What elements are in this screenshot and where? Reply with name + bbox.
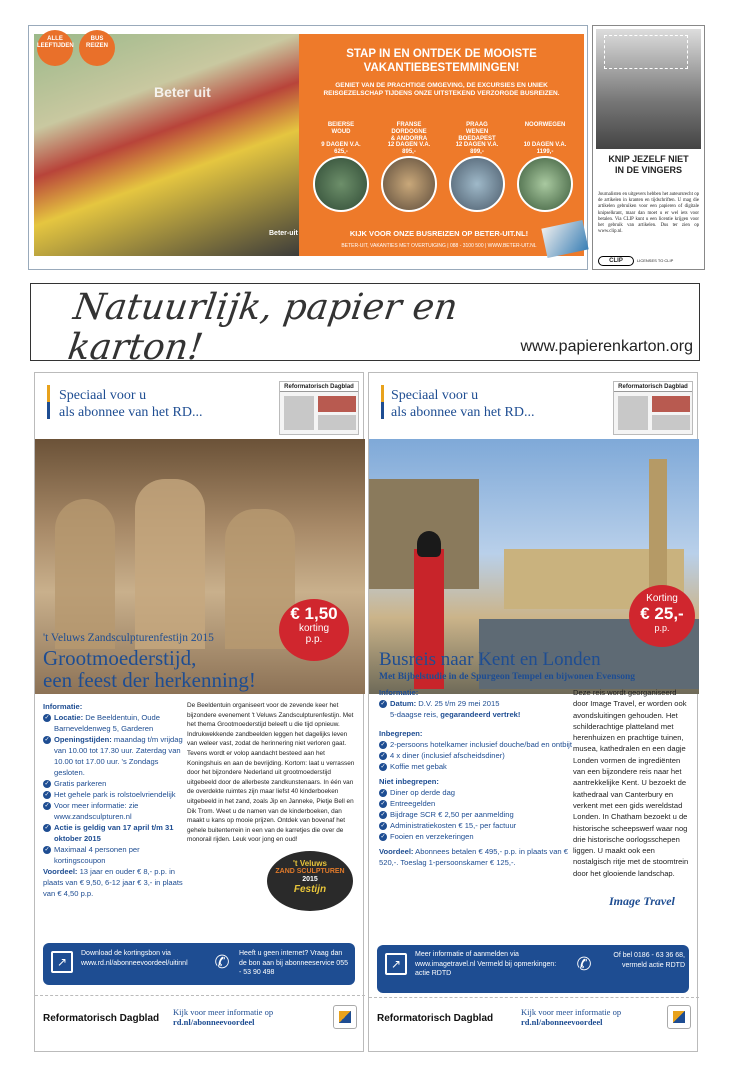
dest-photo: [381, 156, 437, 212]
accent-bar: [47, 385, 50, 419]
brochure-image: [541, 220, 588, 258]
travel-headline-2: VAKANTIEBESTEMMINGEN!: [363, 62, 520, 74]
bus-photo: [34, 34, 304, 256]
check-icon: ✓: [44, 737, 50, 743]
travel-footer: BETER-UIT, VAKANTIES MET OVERTUIGING | 088 - 3100 500 | WWW.BETER-UIT.NL: [341, 243, 537, 249]
list-item: ✓ Actie is geldig van 17 april t/m 31 oktober 2015: [44, 823, 174, 843]
clip-logo-sub: LICENSES TO CLIP: [637, 258, 674, 263]
dest-name: DORDOGNE: [391, 129, 427, 135]
travel-sub-2: REISGEZELSCHAP TIJDENS ONZE UITSTEKEND VERZORGDE BUSREIZEN.: [323, 90, 560, 97]
travel-ad: [28, 25, 588, 270]
dest-name: FRANSE: [396, 122, 422, 128]
excl-label: Niet inbegrepen:: [379, 777, 439, 786]
dest-price: 1199,-: [536, 149, 554, 155]
dest-name: BEIERSE: [327, 122, 355, 128]
beter-uit-logo: Beter-uit: [269, 230, 298, 237]
list-item: ✓ Datum: D.V. 25 t/m 29 mei 2015: [380, 699, 500, 708]
dest-name: WENEN: [465, 129, 489, 135]
check-icon: ✓: [380, 812, 386, 818]
check-icon: ✓: [380, 823, 386, 829]
photo-bus-text: Beter uit: [154, 84, 211, 100]
clip-photo: [596, 29, 701, 149]
rd-logo-icon: [667, 1005, 691, 1029]
travel-cta[interactable]: KIJK VOOR ONZE BUSREIZEN OP BETER-UIT.NL!: [349, 229, 529, 238]
footer-link-2[interactable]: rd.nl/abonneevoordeel: [173, 1017, 255, 1027]
papier-karton-banner: [30, 283, 700, 368]
check-icon: ✓: [44, 847, 50, 853]
event-title-2: een feest der herkenning!: [43, 668, 256, 692]
computer-icon: ↗: [51, 951, 73, 973]
image-travel-logo: Image Travel: [609, 894, 675, 908]
dest-days: 10 DAGEN V.A.: [523, 142, 567, 148]
dest-days: 9 DAGEN V.A.: [321, 142, 361, 148]
list-item: ✓ 2-persoons hotelkamer inclusief douche/bad en ontbijt: [380, 740, 572, 749]
clip-title-1: KNIP JEZELF NIET: [608, 154, 689, 164]
newspaper-thumbnail: [613, 381, 693, 435]
destination-card[interactable]: [447, 122, 507, 212]
travel-orange-panel: [269, 34, 584, 256]
rd-ad-zandsculpturen: [34, 372, 364, 1052]
info-box: [377, 945, 689, 993]
divider: [369, 997, 699, 998]
download-text[interactable]: Download de kortingsbon via www.rd.nl/abonneevoordeel/uitinnl: [81, 950, 188, 967]
check-icon: ✓: [44, 781, 50, 787]
list-item: ✓ Gratis parkeren: [44, 779, 107, 788]
info-label: Informatie:: [43, 702, 83, 711]
info-label: Informatie:: [379, 688, 419, 697]
clip-notice: [592, 25, 705, 270]
event-body: De Beeldentuin organiseert voor de zevende keer het bijzondere evenement 't Veluws Zandsculpturenfestijn. Met het thema Grootmoederstijd beleeft u die tijd opnieuw. Indrukwekkende zandbeelden leggen het dagelijks leven van weleer vast, zodat de herinnering niet verloren gaat. Tevens wordt er volop aandacht besteed aan het Koningshuis en aan de bevrijding. Kortom: laat u verrassen door het bijzondere Nederland uit grootmoederstijd uitgebeeld door de allerbeste zandkunstenaars. In één van de overdekte ruimtes zijn maar liefst 40 kinderboeken uitgebeeld in het zand, zoals Jip en Janneke, Pietje Bell en Dik Trom. Weet u de namen van de kinderboeken, dan maakt u kans op mooie prijzen. Ontdek van bovenaf het gehele buitenterrein in een van de karretjes die over de monorail rijden. Leuk voor jong en oud!: [187, 702, 355, 844]
list-item: ✓ Locatie: De Beeldentuin, Oude Barneveldenweg 5, Garderen: [44, 713, 160, 733]
event-kicker: 't Veluws Zandsculpturenfestijn 2015: [43, 632, 214, 644]
dest-days: 12 DAGEN V.A.: [387, 142, 431, 148]
discount-amount: € 25,-: [640, 604, 684, 623]
destination-card[interactable]: [379, 122, 439, 212]
list-item: ✓ Openingstijden: maandag t/m vrijdag van 10.00 tot 17.30 uur. Zaterdag van 10.00 tot 17.00 uur. 's Zondags gesloten.: [44, 735, 183, 777]
rd-brand: Reformatorisch Dagblad: [43, 1013, 160, 1024]
trip-title: Busreis naar Kent en Londen: [379, 649, 601, 670]
clip-logo: CLIP: [598, 256, 634, 266]
phone-icon: ✆: [214, 952, 230, 972]
travel-headline-1: STAP IN EN ONTDEK DE MOOISTE: [346, 48, 537, 60]
info-box: [43, 943, 355, 985]
check-icon: ✓: [380, 742, 386, 748]
trip-body: Deze reis wordt georganiseerd door Image Travel, er worden ook avondsluitingen gehouden. Het schilderachtige platteland met herenhuizen en prachtige tuinen, musea, kathedralen en een dagje Londen vormen de ingrediënten van een bijzondere reis naar het aantrekkelijke Kent. U bezoekt de kathedraal van Canterbury en verkent met een gids wereldstad Londen. In Chatham bezoekt u de historische scheepswerf waar nog drie historische oorlogsschepen liggen. U maakt ook een nostalgisch ritje met de stoomtrein door het glooiende landschap.: [573, 688, 689, 878]
list-item: ✓ Entreegelden: [380, 799, 436, 808]
register-text[interactable]: Meer informatie of aanmelden via www.imagetravel.nl Vermeld bij opmerkingen: actie RDTD: [415, 951, 557, 977]
discount-badge: [629, 585, 695, 647]
dest-name: WOUD: [331, 129, 351, 135]
papier-url[interactable]: www.papierenkarton.org: [520, 338, 693, 355]
dest-name: NOORWEGEN: [524, 122, 566, 128]
dest-photo: [517, 156, 573, 212]
list-item: ✓ Diner op derde dag: [380, 788, 456, 797]
clip-title-2: IN DE VINGERS: [614, 165, 682, 175]
list-item: ✓ Het gehele park is rolstoelvriendelijk: [44, 790, 176, 799]
newspaper-thumbnail: [279, 381, 359, 435]
dest-name: PRAAG: [466, 122, 488, 128]
check-icon: ✓: [44, 715, 50, 721]
list-item: ✓ Administratiekosten € 15,- per factuur: [380, 821, 517, 830]
special-line-2: als abonnee van het RD...: [59, 405, 203, 420]
dest-photo: [313, 156, 369, 212]
footer-link-1: Kijk voor meer informatie op: [521, 1007, 622, 1017]
check-icon: ✓: [380, 701, 386, 707]
special-line-2: als abonnee van het RD...: [391, 405, 535, 420]
dest-name: BOEDAPEST: [458, 136, 496, 142]
footer-link-1: Kijk voor meer informatie op: [173, 1007, 274, 1017]
computer-icon: ↗: [385, 953, 407, 975]
discount-top: Korting: [646, 593, 678, 604]
dest-name: & ANDORRA: [390, 136, 428, 142]
badge-bus-trips: BUS REIZEN: [79, 30, 115, 66]
list-item: ✓ Fooien en verzekeringen: [380, 832, 474, 841]
discount-amount: € 1,50: [290, 604, 338, 623]
footer-link-2[interactable]: rd.nl/abonneevoordeel: [521, 1017, 603, 1027]
voordeel: Voordeel: Abonnees betalen € 495,- p.p. in plaats van € 520,-. Toeslag 1-persoonskamer € 125,-.: [379, 847, 568, 867]
check-icon: ✓: [380, 764, 386, 770]
badge-all-ages: ALLE LEEFTIJDEN: [37, 30, 73, 66]
destination-card[interactable]: [515, 122, 575, 212]
special-line-1: Speciaal voor u: [391, 388, 479, 403]
check-icon: ✓: [44, 792, 50, 798]
travel-sub-1: GENIET VAN DE PRACHTIGE OMGEVING, DE EXCURSIES EN UNIEK: [335, 82, 548, 89]
dest-days: 12 DAGEN V.A.: [455, 142, 499, 148]
list-item: ✓ Koffie met gebak: [380, 762, 447, 771]
newspaper-masthead: Reformatorisch Dagblad: [280, 382, 358, 392]
phone-text[interactable]: Of bel 0186 - 63 36 68, vermeld actie RDTD: [613, 952, 685, 969]
info-list: [43, 701, 185, 899]
list-item: ✓ 4 x diner (inclusief afscheidsdiner): [380, 751, 505, 760]
list-item: ✓ Maximaal 4 personen per kortingscoupon: [44, 845, 140, 865]
list-item: ✓ Bijdrage SCR € 2,50 per aanmelding: [380, 810, 514, 819]
check-icon: ✓: [380, 801, 386, 807]
newspaper-masthead: Reformatorisch Dagblad: [614, 382, 692, 392]
discount-pp: p.p.: [654, 623, 670, 633]
rd-brand: Reformatorisch Dagblad: [377, 1013, 494, 1024]
discount-pp: p.p.: [305, 634, 323, 645]
check-icon: ✓: [44, 825, 50, 831]
coupon-outline: [604, 35, 688, 69]
phone-text[interactable]: Heeft u geen internet? Vraag dan de bon aan bij abonneeservice 055 - 53 90 498: [239, 950, 348, 976]
dest-photo: [449, 156, 505, 212]
discount-badge: [279, 599, 349, 661]
check-icon: ✓: [44, 803, 50, 809]
divider: [35, 995, 365, 996]
dest-price: 625,-: [334, 149, 348, 155]
dest-price: 899,-: [470, 149, 484, 155]
check-icon: ✓: [380, 834, 386, 840]
clip-body: Journalisten en uitgevers hebben het auteursrecht op de artikelen in kranten en tijdschriften. U mag die artikelen gebruiken voor een papieren of digitale knipselkrant, maar dan moet u er wel iets voor betalen. Via CLIP kunt u een licentie krijgen voor het gebruik van artikelen. Dus ter zien op www.clip.nl.: [598, 192, 699, 235]
trip-info: [379, 687, 575, 868]
check-icon: ✓: [380, 790, 386, 796]
rd-ad-kent-londen: [368, 372, 698, 1052]
phone-icon: ✆: [576, 954, 592, 974]
papier-slogan: Natuurlijk, papier en karton!: [65, 287, 461, 368]
special-line-1: Speciaal voor u: [59, 388, 147, 403]
voordeel: Voordeel: 13 jaar en ouder € 8,- p.p. in plaats van € 9,50, 6-12 jaar € 3,- in plaats van € 4,50 p.p.: [43, 867, 183, 898]
event-title-1: Grootmoederstijd,: [43, 646, 197, 670]
list-item: ✓ Voor meer informatie: zie www.zandsculpturen.nl: [44, 801, 139, 821]
incl-label: Inbegrepen:: [379, 729, 423, 738]
trip-subtitle: Met Bijbelstudie in de Spurgeon Tempel en bijwonen Evensong: [379, 672, 636, 682]
datum-sub: 5-daagse reis, gegarandeerd vertrek!: [390, 710, 521, 719]
festijn-logo: 't Veluws ZAND SCULPTUREN 2015 Festijn: [267, 851, 353, 911]
dest-price: 895,-: [402, 149, 416, 155]
check-icon: ✓: [380, 753, 386, 759]
destination-card[interactable]: [311, 122, 371, 212]
discount-label: korting: [298, 623, 329, 634]
accent-bar: [381, 385, 384, 419]
rd-logo-icon: [333, 1005, 357, 1029]
